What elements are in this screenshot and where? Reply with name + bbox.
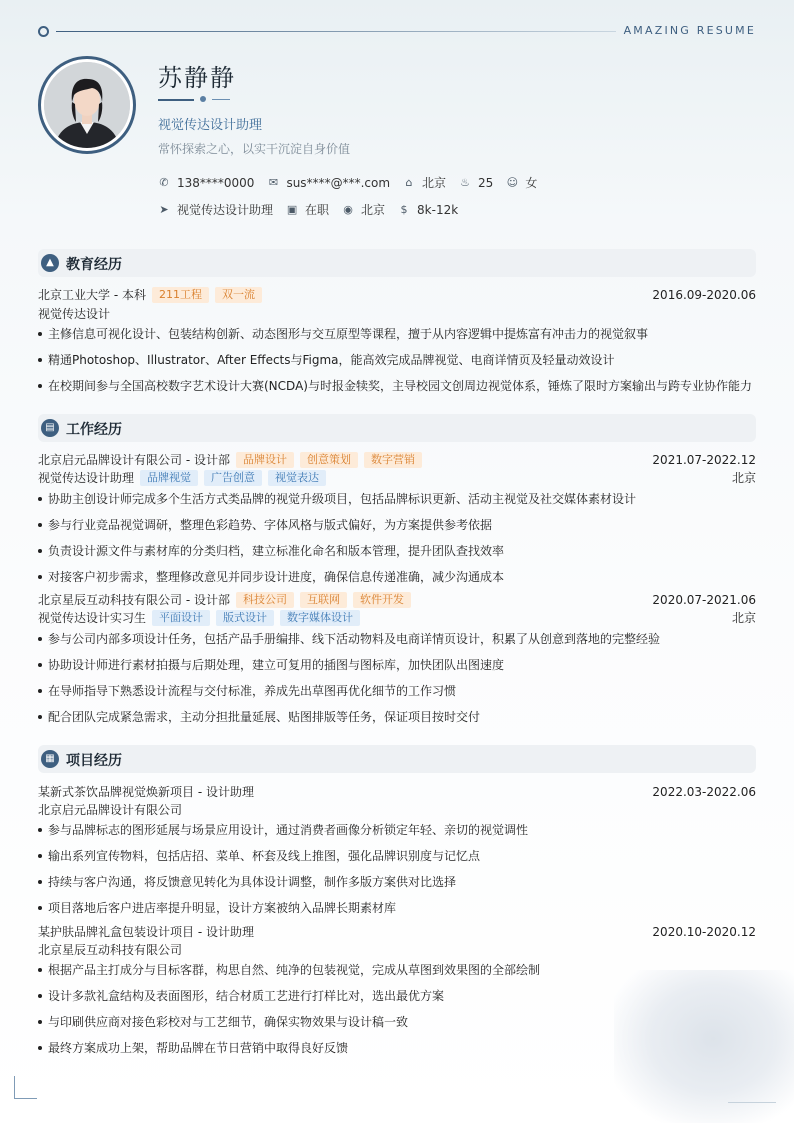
list-item: 协助设计师进行素材拍摄与后期处理，建立可复用的插图与图标库，加快团队出图速度: [38, 656, 756, 673]
phone-icon: ✆: [159, 175, 169, 189]
home-icon: ⌂: [405, 175, 413, 189]
avatar: [38, 56, 136, 154]
list-item: 在校期间参与全国高校数字艺术设计大赛(NCDA)与时报金犊奖，主导校园文创周边视觉体系，锤炼了限时方案输出与跨专业协作能力: [38, 377, 756, 394]
school-name: 北京工业大学 - 本科: [38, 288, 146, 302]
project-org: 北京星辰互动科技有限公司: [38, 943, 183, 957]
job-intent-row: [158, 201, 471, 218]
project-org-line: [38, 801, 756, 818]
position-title: 视觉传达设计助理: [38, 471, 135, 485]
briefcase-icon: ▤: [41, 419, 59, 437]
header-rule: [56, 31, 616, 32]
phone-text: 138****0000: [177, 175, 255, 190]
email-text: sus****@***.com: [286, 175, 391, 190]
project-title: 某护肤品牌礼盒包装设计项目 - 设计助理: [38, 925, 254, 939]
profile-role: 视觉传达设计助理: [158, 118, 263, 133]
position-line: [38, 609, 756, 626]
footer-rule: [728, 1102, 776, 1103]
section-project: [38, 745, 756, 773]
company-tag: 数字营销: [364, 452, 422, 468]
section-title: 工作经历: [66, 422, 122, 438]
project-org: 北京启元品牌设计有限公司: [38, 803, 183, 817]
list-item: 对接客户初步需求，整理修改意见并同步设计进度，确保信息传递准确，减少沟通成本: [38, 568, 756, 585]
list-item: 与印刷供应商对接色彩校对与工艺细节，确保实物效果与设计稿一致: [38, 1013, 756, 1030]
list-item: 持续与客户沟通，将反馈意见转化为具体设计调整，制作多版方案供对比选择: [38, 873, 756, 890]
project-date: 2020.10-2020.12: [652, 924, 756, 939]
target-city-text: 北京: [361, 203, 386, 217]
contact-row: [158, 174, 550, 191]
position-tag: 版式设计: [216, 610, 274, 626]
profile-motto: 常怀探索之心，以实干沉淀自身价值: [158, 142, 351, 156]
work-city: 北京: [731, 471, 756, 485]
list-item: 项目落地后客户进店率提升明显，设计方案被纳入品牌长期素材库: [38, 899, 756, 916]
position-tag: 视觉表达: [268, 470, 326, 486]
corner-blur-decoration: [614, 970, 794, 1123]
location-icon: ◉: [343, 202, 353, 216]
company-name: 北京启元品牌设计有限公司 - 设计部: [38, 453, 230, 467]
education-header: [38, 286, 756, 303]
list-item: 参与品牌标志的图形延展与场景应用设计，通过消费者画像分析锁定年轻、亲切的视觉调性: [38, 821, 756, 838]
section-title: 项目经历: [66, 753, 122, 769]
company-tag: 互联网: [300, 592, 347, 608]
gender-text: 女: [525, 176, 538, 190]
project-header: [38, 783, 756, 800]
graduation-cap-icon: ▲: [41, 254, 59, 272]
target-role-text: 视觉传达设计助理: [177, 203, 274, 217]
project-date: 2022.03-2022.06: [652, 784, 756, 799]
salary-text: 8k-12k: [417, 202, 459, 217]
position-tag: 数字媒体设计: [280, 610, 360, 626]
project-header: [38, 923, 756, 940]
corner-bracket: [14, 1076, 37, 1099]
position-tag: 品牌视觉: [140, 470, 198, 486]
status-text: 在职: [305, 203, 330, 217]
position-title: 视觉传达设计实习生: [38, 611, 147, 625]
work-header: [38, 591, 756, 608]
section-work: [38, 414, 756, 442]
work-date: 2020.07-2021.06: [652, 592, 756, 607]
money-icon: $: [400, 202, 408, 216]
work-header: [38, 451, 756, 468]
send-icon: ➤: [159, 202, 169, 216]
company-name: 北京星辰互动科技有限公司 - 设计部: [38, 593, 230, 607]
company-tag: 科技公司: [236, 592, 294, 608]
grid-icon: ▦: [41, 750, 59, 768]
company-tag: 软件开发: [353, 592, 411, 608]
list-item: 配合团队完成紧急需求，主动分担批量延展、贴图排版等任务，保证项目按时交付: [38, 708, 756, 725]
age-text: 25: [478, 175, 494, 190]
face-icon: ☺: [506, 175, 519, 189]
section-title: 教育经历: [66, 257, 122, 273]
project-org-line: [38, 941, 756, 958]
list-item: 最终方案成功上架，帮助品牌在节日营销中取得良好反馈: [38, 1039, 756, 1056]
list-item: 精通Photoshop、Illustrator、After Effects与Figma，能高效完成品牌视觉、电商详情页及轻量动效设计: [38, 351, 756, 368]
header-dot: [38, 26, 49, 37]
brand-label: AMAZING RESUME: [623, 24, 756, 37]
major: 视觉传达设计: [38, 307, 111, 321]
education-date: 2016.09-2020.06: [652, 287, 756, 302]
section-education: [38, 249, 756, 277]
work-city: 北京: [731, 611, 756, 625]
list-item: 参与公司内部多项设计任务，包括产品手册编排、线下活动物料及电商详情页设计，积累了从创意到落地的完整经验: [38, 630, 756, 647]
position-tag: 平面设计: [152, 610, 210, 626]
city-text: 北京: [422, 176, 447, 190]
position-tag: 广告创意: [204, 470, 262, 486]
project-title: 某新式茶饮品牌视觉焕新项目 - 设计助理: [38, 785, 254, 799]
list-item: 根据产品主打成分与目标客群，构思自然、纯净的包装视觉，完成从草图到效果图的全部绘制: [38, 961, 756, 978]
portrait-image: [44, 62, 130, 148]
list-item: 负责设计源文件与素材库的分类归档，建立标准化命名和版本管理，提升团队查找效率: [38, 542, 756, 559]
company-tag: 创意策划: [300, 452, 358, 468]
list-item: 输出系列宣传物料，包括店招、菜单、杯套及线上推图，强化品牌识别度与记忆点: [38, 847, 756, 864]
briefcase-icon: ▣: [286, 202, 298, 216]
list-item: 协助主创设计师完成多个生活方式类品牌的视觉升级项目，包括品牌标识更新、活动主视觉及社交媒体素材设计: [38, 490, 756, 507]
name-divider: [158, 96, 238, 104]
list-item: 设计多款礼盒结构及表面图形，结合材质工艺进行打样比对，选出最优方案: [38, 987, 756, 1004]
work-date: 2021.07-2022.12: [652, 452, 756, 467]
company-tag: 品牌设计: [236, 452, 294, 468]
avatar-photo: [44, 62, 130, 148]
cake-icon: ♨: [460, 175, 470, 189]
list-item: 参与行业竞品视觉调研，整理色彩趋势、字体风格与版式偏好，为方案提供参考依据: [38, 516, 756, 533]
mail-icon: ✉: [268, 175, 279, 189]
position-line: [38, 469, 756, 486]
major-line: [38, 305, 756, 322]
list-item: 在导师指导下熟悉设计流程与交付标准，养成先出草图再优化细节的工作习惯: [38, 682, 756, 699]
school-tag: 211工程: [152, 287, 209, 303]
profile-name: 苏静静: [158, 64, 236, 92]
school-tag: 双一流: [215, 287, 262, 303]
list-item: 主修信息可视化设计、包装结构创新、动态图形与交互原型等课程，擅于从内容逻辑中提炼富有冲击力的视觉叙事: [38, 325, 756, 342]
